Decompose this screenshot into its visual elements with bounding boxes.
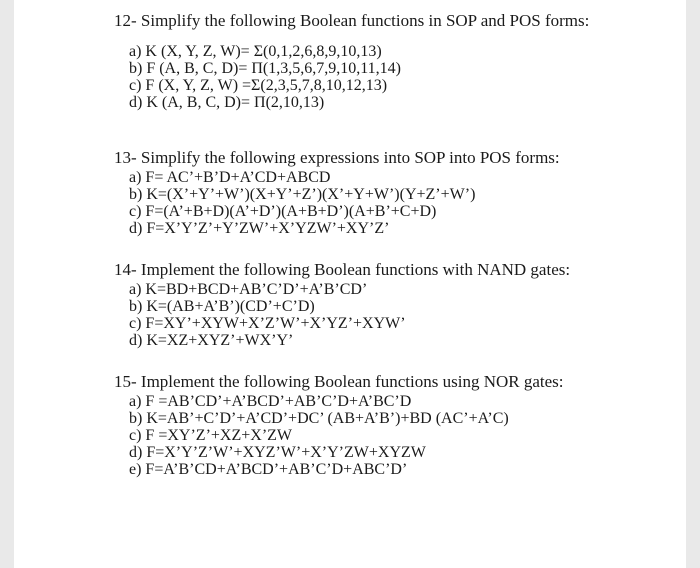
problem-14: [114, 260, 674, 349]
problem-12-item-b: b) F (A, B, C, D)= Π(1,3,5,6,7,9,10,11,14): [129, 60, 401, 77]
problem-13-item-b: b) K=(X’+Y’+W’)(X+Y’+Z’)(X’+Y+W’)(Y+Z’+W’): [129, 186, 476, 203]
problem-14-items: [129, 281, 674, 349]
problem-14-item-b: b) K=(AB+A’B’)(CD’+C’D): [129, 298, 315, 315]
problem-12-items: [129, 43, 674, 111]
problem-12-title: 12- Simplify the following Boolean functions in SOP and POS forms:: [114, 11, 590, 30]
problem-14-item-a: a) K=BD+BCD+AB’C’D’+A’B’CD’: [129, 281, 368, 298]
problem-14-item-c: c) F=XY’+XYW+X’Z’W’+X’YZ’+XYW’: [129, 315, 406, 332]
problem-13-item-d: d) F=X’Y’Z’+Y’ZW’+X’YZW’+XY’Z’: [129, 220, 390, 237]
problem-15-item-a: a) F =AB’CD’+A’BCD’+AB’C’D+A’BC’D: [129, 393, 412, 410]
problem-13: [114, 148, 674, 237]
problem-15-item-b: b) K=AB’+C’D’+A’CD’+DC’ (AB+A’B’)+BD (AC’+A’C): [129, 410, 509, 427]
problem-15-item-c: c) F =XY’Z’+XZ+X’ZW: [129, 427, 293, 444]
problem-12-item-d: d) K (A, B, C, D)= Π(2,10,13): [129, 94, 325, 111]
problem-14-title: 14- Implement the following Boolean functions with NAND gates:: [114, 260, 571, 279]
problem-12-item-a: a) K (X, Y, Z, W)= Σ(0,1,2,6,8,9,10,13): [129, 43, 382, 60]
problem-15: [114, 372, 674, 478]
problem-13-item-c: c) F=(A’+B+D)(A’+D’)(A+B+D’)(A+B’+C+D): [129, 203, 437, 220]
problem-12-item-c: c) F (X, Y, Z, W) =Σ(2,3,5,7,8,10,12,13): [129, 77, 388, 94]
problem-13-items: [129, 169, 674, 237]
problem-13-title: 13- Simplify the following expressions into SOP into POS forms:: [114, 148, 560, 167]
problem-12: [114, 11, 674, 111]
document-page: [14, 0, 686, 568]
problem-14-item-d: d) K=XZ+XYZ’+WX’Y’: [129, 332, 294, 349]
problem-15-item-e: e) F=A’B’CD+A’BCD’+AB’C’D+ABC’D’: [129, 461, 408, 478]
problem-15-item-d: d) F=X’Y’Z’W’+XYZ’W’+X’Y’ZW+XYZW: [129, 444, 426, 461]
problem-15-items: [129, 393, 674, 478]
problem-15-title: 15- Implement the following Boolean functions using NOR gates:: [114, 372, 564, 391]
problem-13-item-a: a) F= AC’+B’D+A’CD+ABCD: [129, 169, 331, 186]
